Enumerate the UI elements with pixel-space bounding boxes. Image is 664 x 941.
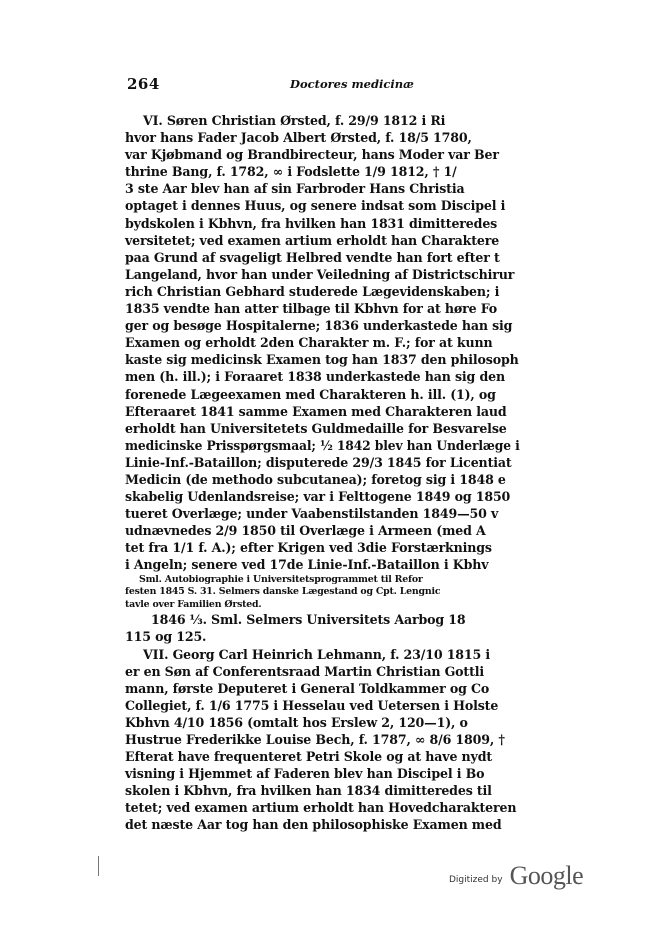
text-line: udnævnedes 2/9 1850 til Overlæge i Armeen (med A (125, 523, 486, 539)
text-line: Efterat have frequenteret Petri Skole og at have nydt (125, 749, 493, 765)
page-body (125, 112, 520, 833)
text-line: men (h. ill.); i Foraaret 1838 underkastede han sig den (125, 369, 505, 385)
text-line: medicinske Prisspørgsmaal; ½ 1842 blev han Underlæge i (125, 437, 520, 453)
text-line: tetet; ved examen artium erholdt han Hovedcharakteren (125, 800, 517, 816)
text-line: tet fra 1/1 f. A.); efter Krigen ved 3die Forstærknings (125, 540, 492, 556)
text-line: Efteraaret 1841 samme Examen med Charakteren laud (125, 403, 507, 419)
text-line: optaget i dennes Huus, og senere indsat som Discipel i (125, 198, 506, 214)
text-line: forenede Lægeexamen med Charakteren h. ill. (1), og (125, 386, 496, 402)
text-line: Langeland, hvor han under Veiledning af Districtschirur (125, 266, 515, 282)
text-line: Linie-Inf.-Bataillon; disputerede 29/3 1845 for Licentiat (125, 454, 512, 470)
footnote-line: festen 1845 S. 31. Selmers danske Lægestand og Cpt. Lengnic (125, 586, 441, 598)
text-line: ger og besøge Hospitalerne; 1836 underkastede han sig (125, 318, 513, 334)
text-line: var Kjøbmand og Brandbirecteur, hans Moder var Ber (125, 147, 499, 163)
text-line: i Angeln; senere ved 17de Linie-Inf.-Bataillon i Kbhv (125, 557, 489, 573)
text-line: versitetet; ved examen artium erholdt han Charaktere (125, 232, 500, 248)
running-head: Doctores medicinæ (290, 77, 414, 91)
text-line: rich Christian Gebhard studerede Lægevidenskaben; i (125, 283, 500, 299)
text-line: VII. Georg Carl Heinrich Lehmann, f. 23/10 1815 i (143, 646, 491, 662)
text-line: bydskolen i Kbhvn, fra hvilken han 1831 dimitteredes (125, 215, 498, 231)
text-line: Medicin (de methodo subcutanea); foretog sig i 1848 e (125, 471, 506, 487)
text-line: visning i Hjemmet af Faderen blev han Discipel i Bo (125, 766, 485, 782)
page-edge-mark (98, 856, 99, 876)
text-line: erholdt han Universitetets Guldmedaille for Besvarelse (125, 420, 507, 436)
text-line: skolen i Kbhvn, fra hvilken han 1834 dimitteredes til (125, 783, 492, 799)
page-number: 264 (127, 75, 160, 93)
text-line: mann, første Deputeret i General Toldkammer og Co (125, 680, 490, 696)
text-line: Kbhvn 4/10 1856 (omtalt hos Erslew 2, 120—1), o (125, 714, 468, 730)
text-line: hvor hans Fader Jacob Albert Ørsted, f. 18/5 1780, (125, 130, 472, 146)
text-line: er en Søn af Conferentsraad Martin Christian Gottli (125, 663, 485, 679)
text-line: 115 og 125. (125, 629, 207, 645)
text-line: kaste sig medicinsk Examen tog han 1837 den philosoph (125, 352, 519, 368)
text-line: det næste Aar tog han den philosophiske Examen med (125, 817, 502, 833)
text-line: Hustrue Frederikke Louise Bech, f. 1787, ∞ 8/6 1809, † (125, 731, 505, 747)
google-logo: Google (509, 861, 584, 890)
text-line: 1846 ⅓. Sml. Selmers Universitets Aarbog 18 (151, 612, 466, 628)
text-line: VI. Søren Christian Ørsted, f. 29/9 1812 i Ri (143, 113, 446, 128)
digitization-credit (449, 861, 583, 891)
text-line: Examen og erholdt 2den Charakter m. F.; for at kunn (125, 335, 493, 351)
text-line: paa Grund af svageligt Helbred vendte han fort efter t (125, 249, 500, 265)
text-line: 3 ste Aar blev han af sin Farbroder Hans Christia (125, 181, 465, 197)
text-line: Collegiet, f. 1/6 1775 i Hesselau ved Uetersen i Holste (125, 697, 499, 713)
footnote-line: tavle over Familien Ørsted. (125, 598, 262, 610)
text-line: 1835 vendte han atter tilbage til Kbhvn for at høre Fo (125, 301, 498, 317)
digitized-by-label: Digitized by (449, 875, 503, 885)
text-line: thrine Bang, f. 1782, ∞ i Fodslette 1/9 1812, † 1/ (125, 164, 457, 180)
text-line: tueret Overlæge; under Vaabenstilstanden 1849—50 v (125, 506, 499, 522)
text-line: skabelig Udenlandsreise; var i Felttogene 1849 og 1850 (125, 489, 511, 505)
footnote-line: Sml. Autobiographie i Universitetsprogrammet til Refor (139, 573, 423, 585)
